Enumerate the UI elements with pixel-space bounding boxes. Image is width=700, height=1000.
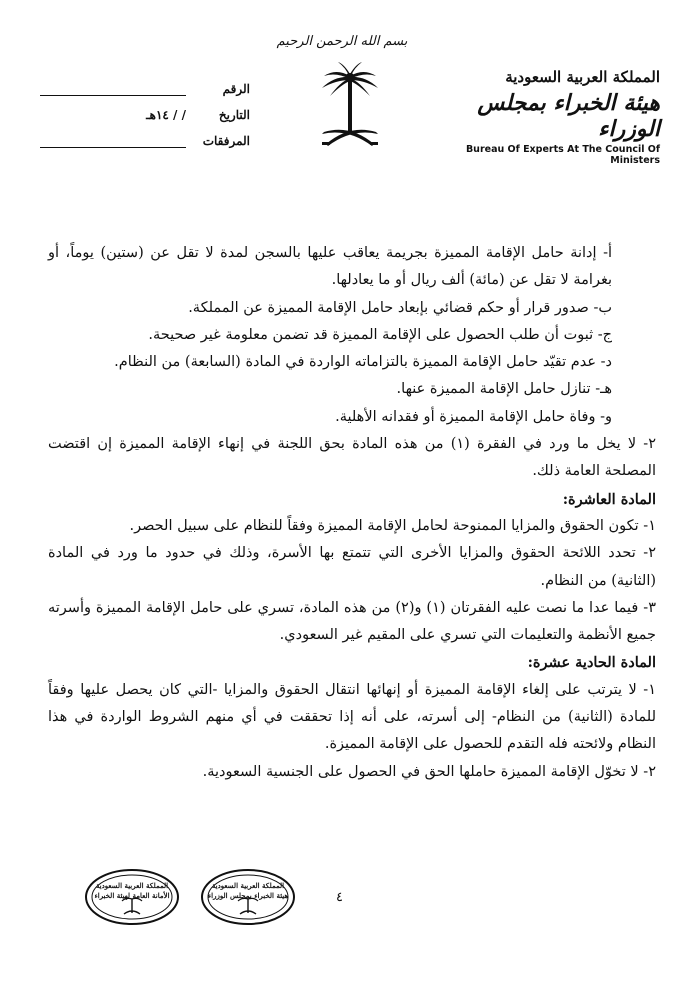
article-ten-item-3: ٣- فيما عدا ما نصت عليه الفقرتان (١) و(٢) من هذه المادة، تسري على حامل الإقامة المميزة وأسرته جميع الأنظمة والتعليمات التي تسري على المقيم غير السعودي.: [48, 599, 656, 644]
letterhead-right: [438, 68, 660, 166]
attachments-field: [40, 122, 250, 148]
attachments-line: [40, 135, 186, 148]
date-label: التاريخ: [218, 108, 250, 122]
official-seal-right: [200, 868, 296, 926]
palm-swords-emblem-icon: [318, 62, 382, 152]
seal-left-line-2: الأمانة العامة لهيئة الخبراء: [94, 891, 170, 900]
date-field: [40, 96, 250, 122]
bureau-name-english: Bureau Of Experts At The Council Of Ministers: [465, 144, 660, 166]
article-eleven-item-1: ١- لا يترتب على إلغاء الإقامة المميزة أو إنهائها انتقال الحقوق والمزايا -التي كان يحصل عليها وفقاً للمادة (الثانية) من النظام- إلى أسرته، على أنه إذا تحققت في أي منهم الشروط الواردة في هذا النظام ولائحته فله التقدم للحصول على الإقامة المميزة.: [48, 681, 656, 753]
number-line: [40, 83, 186, 96]
article-ten-heading: المادة العاشرة:: [562, 490, 656, 508]
kingdom-name: المملكة العربية السعودية: [505, 68, 660, 86]
clause-c: ج- ثبوت أن طلب الحصول على الإقامة المميزة قد تضمن معلومة غير صحيحة.: [148, 326, 612, 343]
number-field: [40, 70, 250, 96]
seal-left-text: [84, 881, 180, 901]
clause-d: د- عدم تقيّد حامل الإقامة المميزة بالتزاماته الواردة في المادة (السابعة) من النظام.: [114, 354, 612, 371]
article-eleven-item-2: ٢- لا تخوّل الإقامة المميزة حاملها الحق في الحصول على الجنسية السعودية.: [202, 763, 656, 780]
seal-left-line-1: المملكة العربية السعودية: [95, 881, 169, 890]
attachments-label: المرفقات: [202, 134, 250, 148]
article-eleven-heading: المادة الحادية عشرة:: [527, 654, 656, 672]
page-number: ٤: [336, 890, 343, 905]
paragraph-2: ٢- لا يخل ما ورد في الفقرة (١) من هذه المادة بحق اللجنة في إنهاء الإقامة المميزة إن اقتضت المصلحة العامة ذلك.: [48, 436, 656, 480]
document-body: [48, 240, 656, 786]
clause-a: أ- إدانة حامل الإقامة المميزة بجريمة يعاقب عليها بالسجن لمدة لا تقل عن (ستين) يوماً، أو بغرامة لا تقل عن (مائة) ألف ريال أو ما يعادلها.: [48, 245, 612, 289]
clause-b: ب- صدور قرار أو حكم قضائي بإبعاد حامل الإقامة المميزة عن المملكة.: [188, 299, 612, 316]
article-ten-item-1: ١- تكون الحقوق والمزايا الممنوحة لحامل الإقامة المميزة وفقاً للنظام على سبيل الحصر.: [129, 517, 656, 534]
bureau-name-arabic: هيئة الخبراء بمجلس الوزراء: [477, 90, 660, 142]
date-value: / / ١٤هـ: [146, 108, 186, 122]
seal-right-text: [200, 881, 296, 901]
seal-right-line-2: هيئة الخبراء بمجلس الوزراء: [207, 891, 289, 900]
article-ten-item-2: ٢- تحدد اللائحة الحقوق والمزايا الأخرى التي تتمتع بها الأسرة، وذلك في حدود ما ورد في المادة (الثانية) من النظام.: [48, 545, 656, 589]
official-seal-left: [84, 868, 180, 926]
reference-fields: [40, 70, 250, 148]
basmala: بسم الله الرحمن الرحيم: [276, 34, 408, 49]
seal-right-line-1: المملكة العربية السعودية: [211, 881, 285, 890]
clause-e: هـ- تنازل حامل الإقامة المميزة عنها.: [396, 381, 612, 398]
clause-f: و- وفاة حامل الإقامة المميزة أو فقدانه الأهلية.: [335, 408, 612, 425]
number-label: الرقم: [222, 82, 250, 96]
